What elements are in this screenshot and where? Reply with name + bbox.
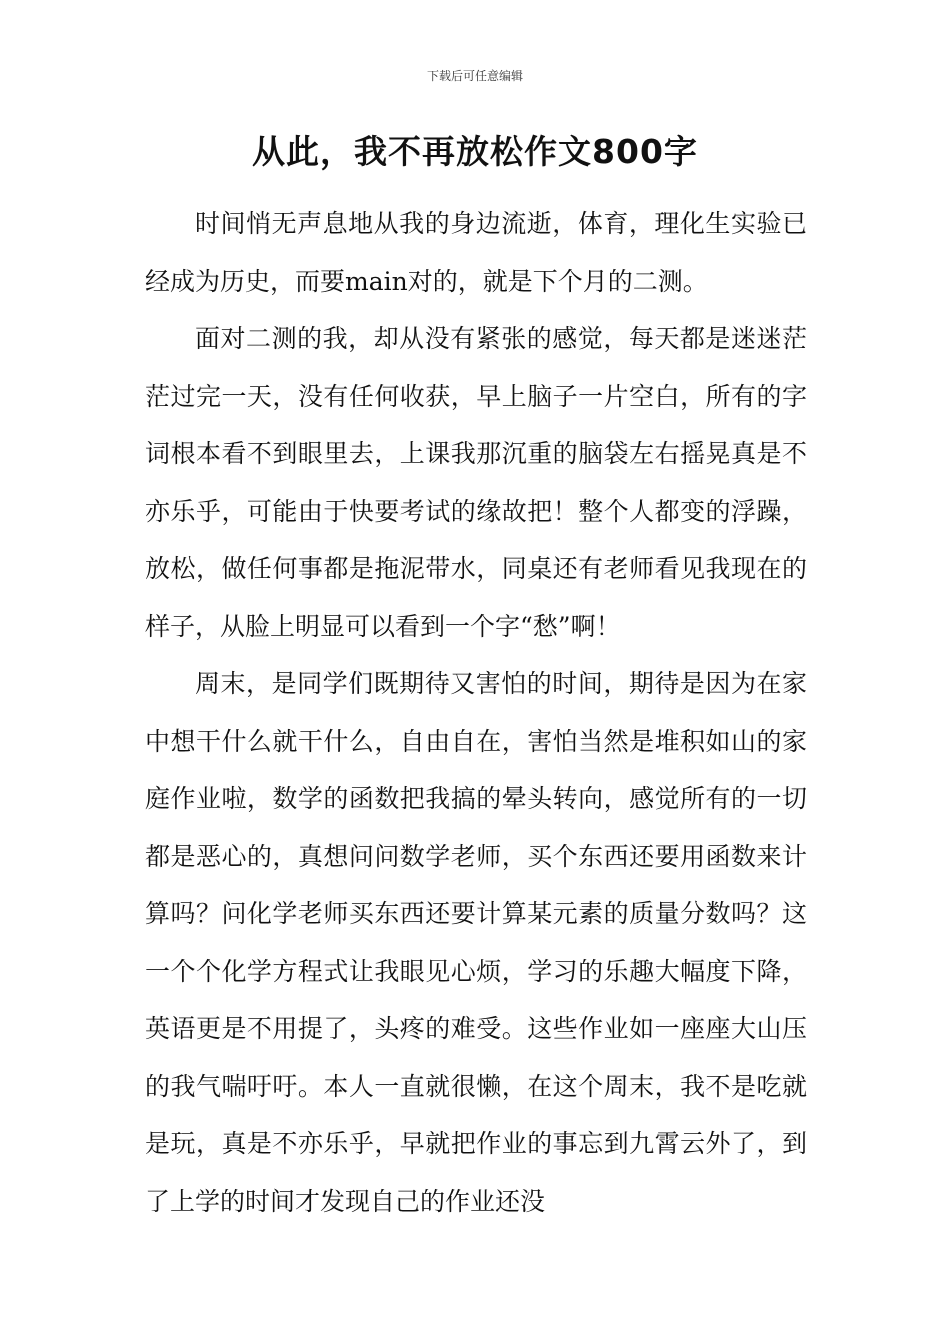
paragraph-3: 周末，是同学们既期待又害怕的时间，期待是因为在家中想干什么就干什么，自由自在，害怕当然是堆积如山的家庭作业啦，数学的函数把我搞的晕头转向，感觉所有的一切都是恶心的，真想问问数学老师，买个东西还要用函数来计算吗？问化学老师买东西还要计算某元素的质量分数吗？这一个个化学方程式让我眼见心烦，学习的乐趣大幅度下降，英语更是不用提了，头疼的难受。这些作业如一座座大山压的我气喘吁吁。本人一直就很懒，在这个周末，我不是吃就是玩，真是不亦乐乎，早就把作业的事忘到九霄云外了，到了上学的时间才发现自己的作业还没	[145, 669, 807, 1216]
page-header-note: 下载后可任意编辑	[426, 69, 523, 83]
paragraph-1: 时间悄无声息地从我的身边流逝，体育，理化生实验已经成为历史，而要main对的，就是下个月的二测。	[145, 209, 807, 296]
document-title: 从此，我不再放松作文800字	[252, 132, 698, 171]
paragraph-2: 面对二测的我，却从没有紧张的感觉，每天都是迷迷茫茫过完一天，没有任何收获，早上脑子一片空白，所有的字词根本看不到眼里去，上课我那沉重的脑袋左右摇晃真是不亦乐乎，可能由于快要考试的缘故把！整个人都变的浮躁，放松，做任何事都是拖泥带水，同桌还有老师看见我现在的样子，从脸上明显可以看到一个字“愁”啊！	[145, 324, 807, 641]
document-body	[145, 195, 807, 1230]
